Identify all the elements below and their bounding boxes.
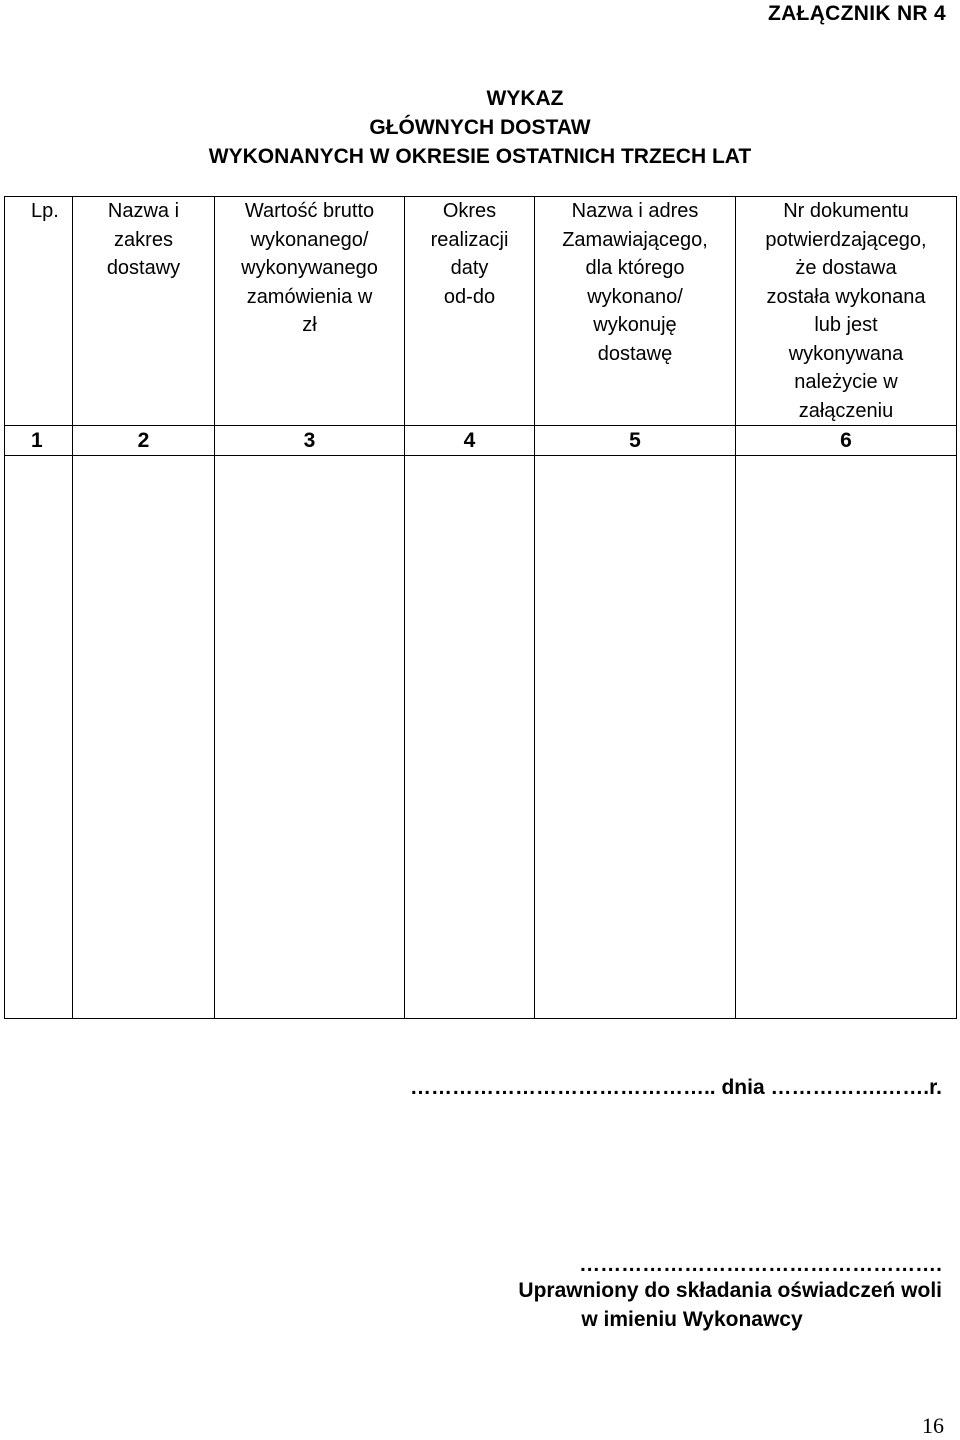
header-client: Nazwa i adres Zamawiającego, dla którego wykonano/ wykonuję dostawę <box>535 197 736 426</box>
header-period: Okres realizacji daty od-do <box>405 197 535 426</box>
signature-line-1: Uprawniony do składania oświadczeń woli <box>518 1279 942 1302</box>
table-entry-row <box>5 456 957 1019</box>
page-number: 16 <box>922 1413 944 1438</box>
entry-cell-period[interactable] <box>405 456 535 1019</box>
entry-cell-gross-value[interactable] <box>215 456 405 1019</box>
entry-cell-name-scope[interactable] <box>73 456 215 1019</box>
title-line-2: GŁÓWNYCH DOSTAW <box>369 116 591 139</box>
deliveries-table <box>4 196 957 1019</box>
date-line: …………………………………….. dnia …………….…….r. <box>409 1076 942 1099</box>
entry-cell-document-number[interactable] <box>736 456 957 1019</box>
entry-cell-lp[interactable] <box>5 456 73 1019</box>
title-line-3: WYKONANYCH W OKRESIE OSTATNICH TRZECH LAT <box>208 145 752 168</box>
signature-block <box>442 1276 942 1334</box>
column-number: 5 <box>535 426 736 456</box>
column-number: 6 <box>736 426 957 456</box>
table-number-row <box>5 426 957 456</box>
annex-label: ZAŁĄCZNIK NR 4 <box>767 2 946 25</box>
column-number: 3 <box>215 426 405 456</box>
signature-line-2: w imieniu Wykonawcy <box>581 1308 803 1331</box>
header-lp: Lp. <box>5 197 73 426</box>
column-number: 1 <box>5 426 73 456</box>
header-gross-value: Wartość brutto wykonanego/ wykonywanego zamówienia w zł <box>215 197 405 426</box>
header-name-scope: Nazwa i zakres dostawy <box>73 197 215 426</box>
title-line-1: WYKAZ <box>486 87 564 110</box>
header-document-number: Nr dokumentu potwierdzającego, że dostawa została wykonana lub jest wykonywana należycie w załączeniu <box>736 197 957 426</box>
table-header-row <box>5 197 957 426</box>
document-title <box>0 84 960 171</box>
signature-dots: ……………………………………………. <box>579 1253 942 1276</box>
column-number: 4 <box>405 426 535 456</box>
column-number: 2 <box>73 426 215 456</box>
entry-cell-client[interactable] <box>535 456 736 1019</box>
